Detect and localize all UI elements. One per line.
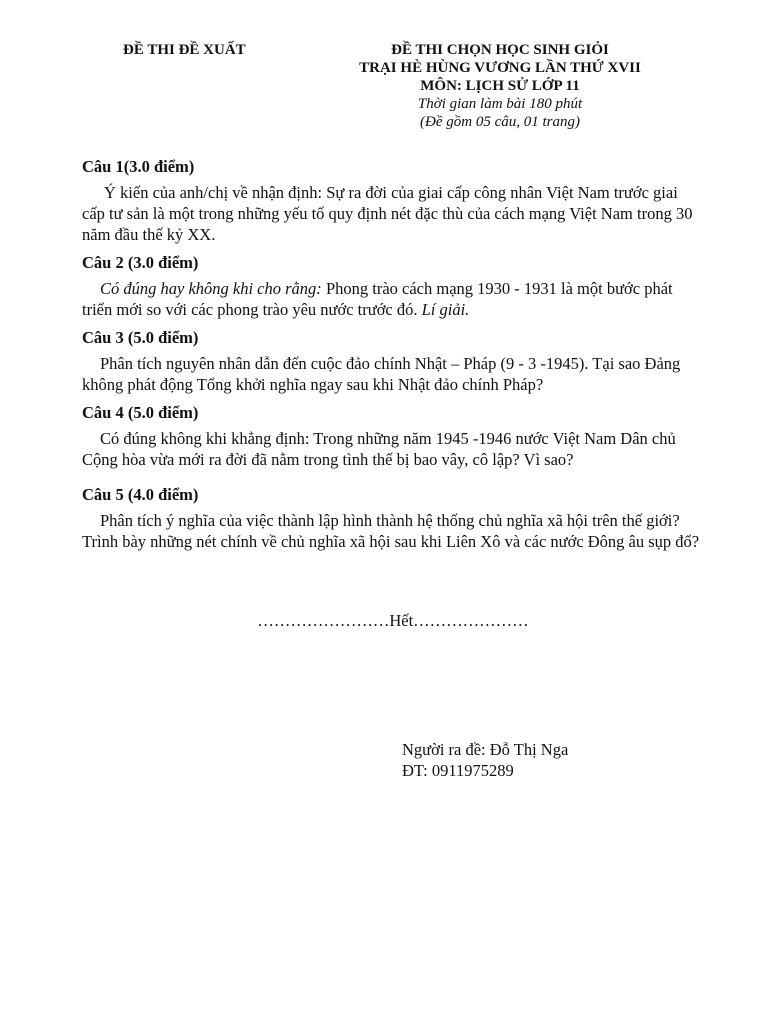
proposed-exam-label: ĐỀ THI ĐỀ XUẤT xyxy=(123,42,246,58)
question-title: Câu 4 (5.0 điểm) xyxy=(82,403,199,422)
camp-title: TRẠI HÈ HÙNG VƯƠNG LẦN THỨ XVII xyxy=(359,60,641,76)
question-title: Câu 1(3.0 điểm) xyxy=(82,157,195,176)
question-2 xyxy=(82,252,702,320)
subject-title: MÔN: LỊCH SỬ LỚP 11 xyxy=(420,78,580,94)
time-limit: Thời gian làm bài 180 phút xyxy=(417,96,583,112)
author-block xyxy=(402,739,568,781)
question-3 xyxy=(82,327,702,395)
end-marker: ……………………Hết………………… xyxy=(257,611,529,630)
question-4 xyxy=(82,402,702,470)
exam-header xyxy=(330,41,670,131)
questions-section xyxy=(82,156,702,552)
question-body: Phân tích ý nghĩa của việc thành lập hình thành hệ thống chủ nghĩa xã hội trên thế giới? Trình bày những nét chính về chủ nghĩa xã hội sau khi Liên Xô và các nước Đông âu sụp đổ? xyxy=(82,511,700,551)
question-italic-lead: Có đúng hay không khi cho rằng: xyxy=(100,279,322,298)
author-name: Người ra đề: Đỗ Thị Nga xyxy=(402,740,569,759)
question-5 xyxy=(82,484,702,552)
question-title: Câu 2 (3.0 điểm) xyxy=(82,253,199,272)
question-title: Câu 3 (5.0 điểm) xyxy=(82,328,199,347)
question-body: Ý kiến của anh/chị về nhận định: Sự ra đời của giai cấp công nhân Việt Nam trước giai cấp tư sản là một trong những yếu tố quy định nét đặc thù của cách mạng Việt Nam trong 30 năm đầu thế kỷ XX. xyxy=(82,183,693,244)
question-body xyxy=(82,278,702,320)
question-body: Có đúng không khi khẳng định: Trong những năm 1945 -1946 nước Việt Nam Dân chủ Cộng hòa vừa mới ra đời đã nằm trong tình thế bị bao vây, cô lập? Vì sao? xyxy=(82,429,676,469)
question-1 xyxy=(82,156,702,245)
question-body-text: Phong trào cách mạng 1930 - 1931 là một bước phát triển mới so với các phong trào yêu nước trước đó. xyxy=(82,279,673,319)
exam-title: ĐỀ THI CHỌN HỌC SINH GIỎI xyxy=(391,42,609,58)
question-italic-tail: Lí giải. xyxy=(421,300,470,319)
exam-note: (Đề gồm 05 câu, 01 trang) xyxy=(420,114,580,130)
question-body: Phân tích nguyên nhân dẫn đến cuộc đảo chính Nhật – Pháp (9 - 3 -1945). Tại sao Đảng không phát động Tổng khởi nghĩa ngay sau khi Nhật đảo chính Pháp? xyxy=(82,354,681,394)
author-phone: ĐT: 0911975289 xyxy=(402,761,514,780)
question-title: Câu 5 (4.0 điểm) xyxy=(82,485,199,504)
